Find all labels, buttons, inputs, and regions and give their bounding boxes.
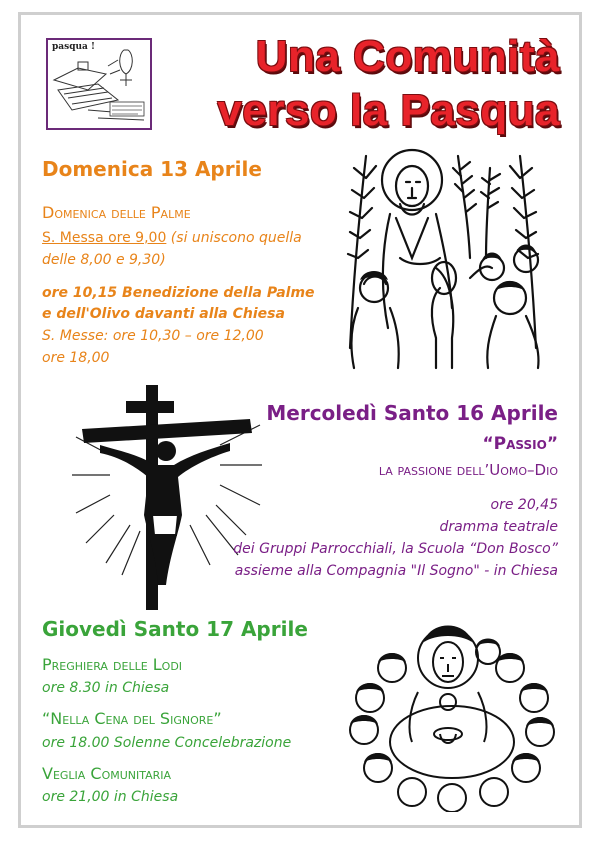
wednesday-heading: “Passio”: [482, 434, 558, 454]
thursday-item-2-detail: ore 18.00 Solenne Concelebrazione: [42, 735, 292, 751]
wednesday-time: ore 20,45: [490, 497, 558, 513]
palm-sunday-illustration: [340, 148, 550, 373]
wednesday-desc-3: assieme alla Compagnia "Il Sogno" - in Chiesa: [234, 563, 558, 579]
title-line-2: verso la Pasqua: [217, 86, 560, 135]
wednesday-subheading: la passione dell’Uomo–Dio: [378, 461, 558, 479]
last-supper-illustration: [348, 622, 558, 812]
sunday-date: Domenica 13 Aprile: [42, 157, 262, 181]
sunday-mass-line: [42, 230, 302, 246]
sunday-blessing-1: ore 10,15 Benedizione della Palme: [42, 285, 315, 301]
thursday-item-1-title: Preghiera delle Lodi: [42, 655, 183, 674]
wednesday-desc-1: dramma teatrale: [439, 519, 558, 535]
thursday-item-1-detail: ore 8.30 in Chiesa: [42, 680, 170, 696]
sunday-mass-note: (si uniscono quella: [166, 230, 302, 246]
thursday-date: Giovedì Santo 17 Aprile: [42, 617, 308, 641]
wednesday-desc-2: dei Gruppi Parrocchiali, la Scuola “Don Bosco”: [233, 541, 558, 557]
sunday-mass-note-2: delle 8,00 e 9,30): [42, 252, 166, 268]
sunday-masses-1: S. Messe: ore 10,30 – ore 12,00: [42, 328, 264, 344]
thursday-item-3-detail: ore 21,00 in Chiesa: [42, 789, 179, 805]
page-title: [160, 30, 560, 138]
sunday-blessing-2: e dell'Olivo davanti alla Chiesa: [42, 306, 285, 322]
sunday-masses-2: ore 18,00: [42, 350, 110, 366]
logo-illustration: [48, 40, 152, 130]
logo-text: pasqua !: [52, 42, 95, 52]
wednesday-date: Mercoledì Santo 16 Aprile: [266, 401, 558, 425]
thursday-item-3-title: Veglia Comunitaria: [42, 764, 172, 783]
logo: [46, 38, 152, 130]
title-line-1: Una Comunità: [255, 32, 560, 81]
thursday-item-2-title: “Nella Cena del Signore”: [42, 709, 222, 728]
sunday-mass-label: S. Messa ore 9,00: [42, 230, 167, 246]
sunday-heading: Domenica delle Palme: [42, 203, 191, 222]
